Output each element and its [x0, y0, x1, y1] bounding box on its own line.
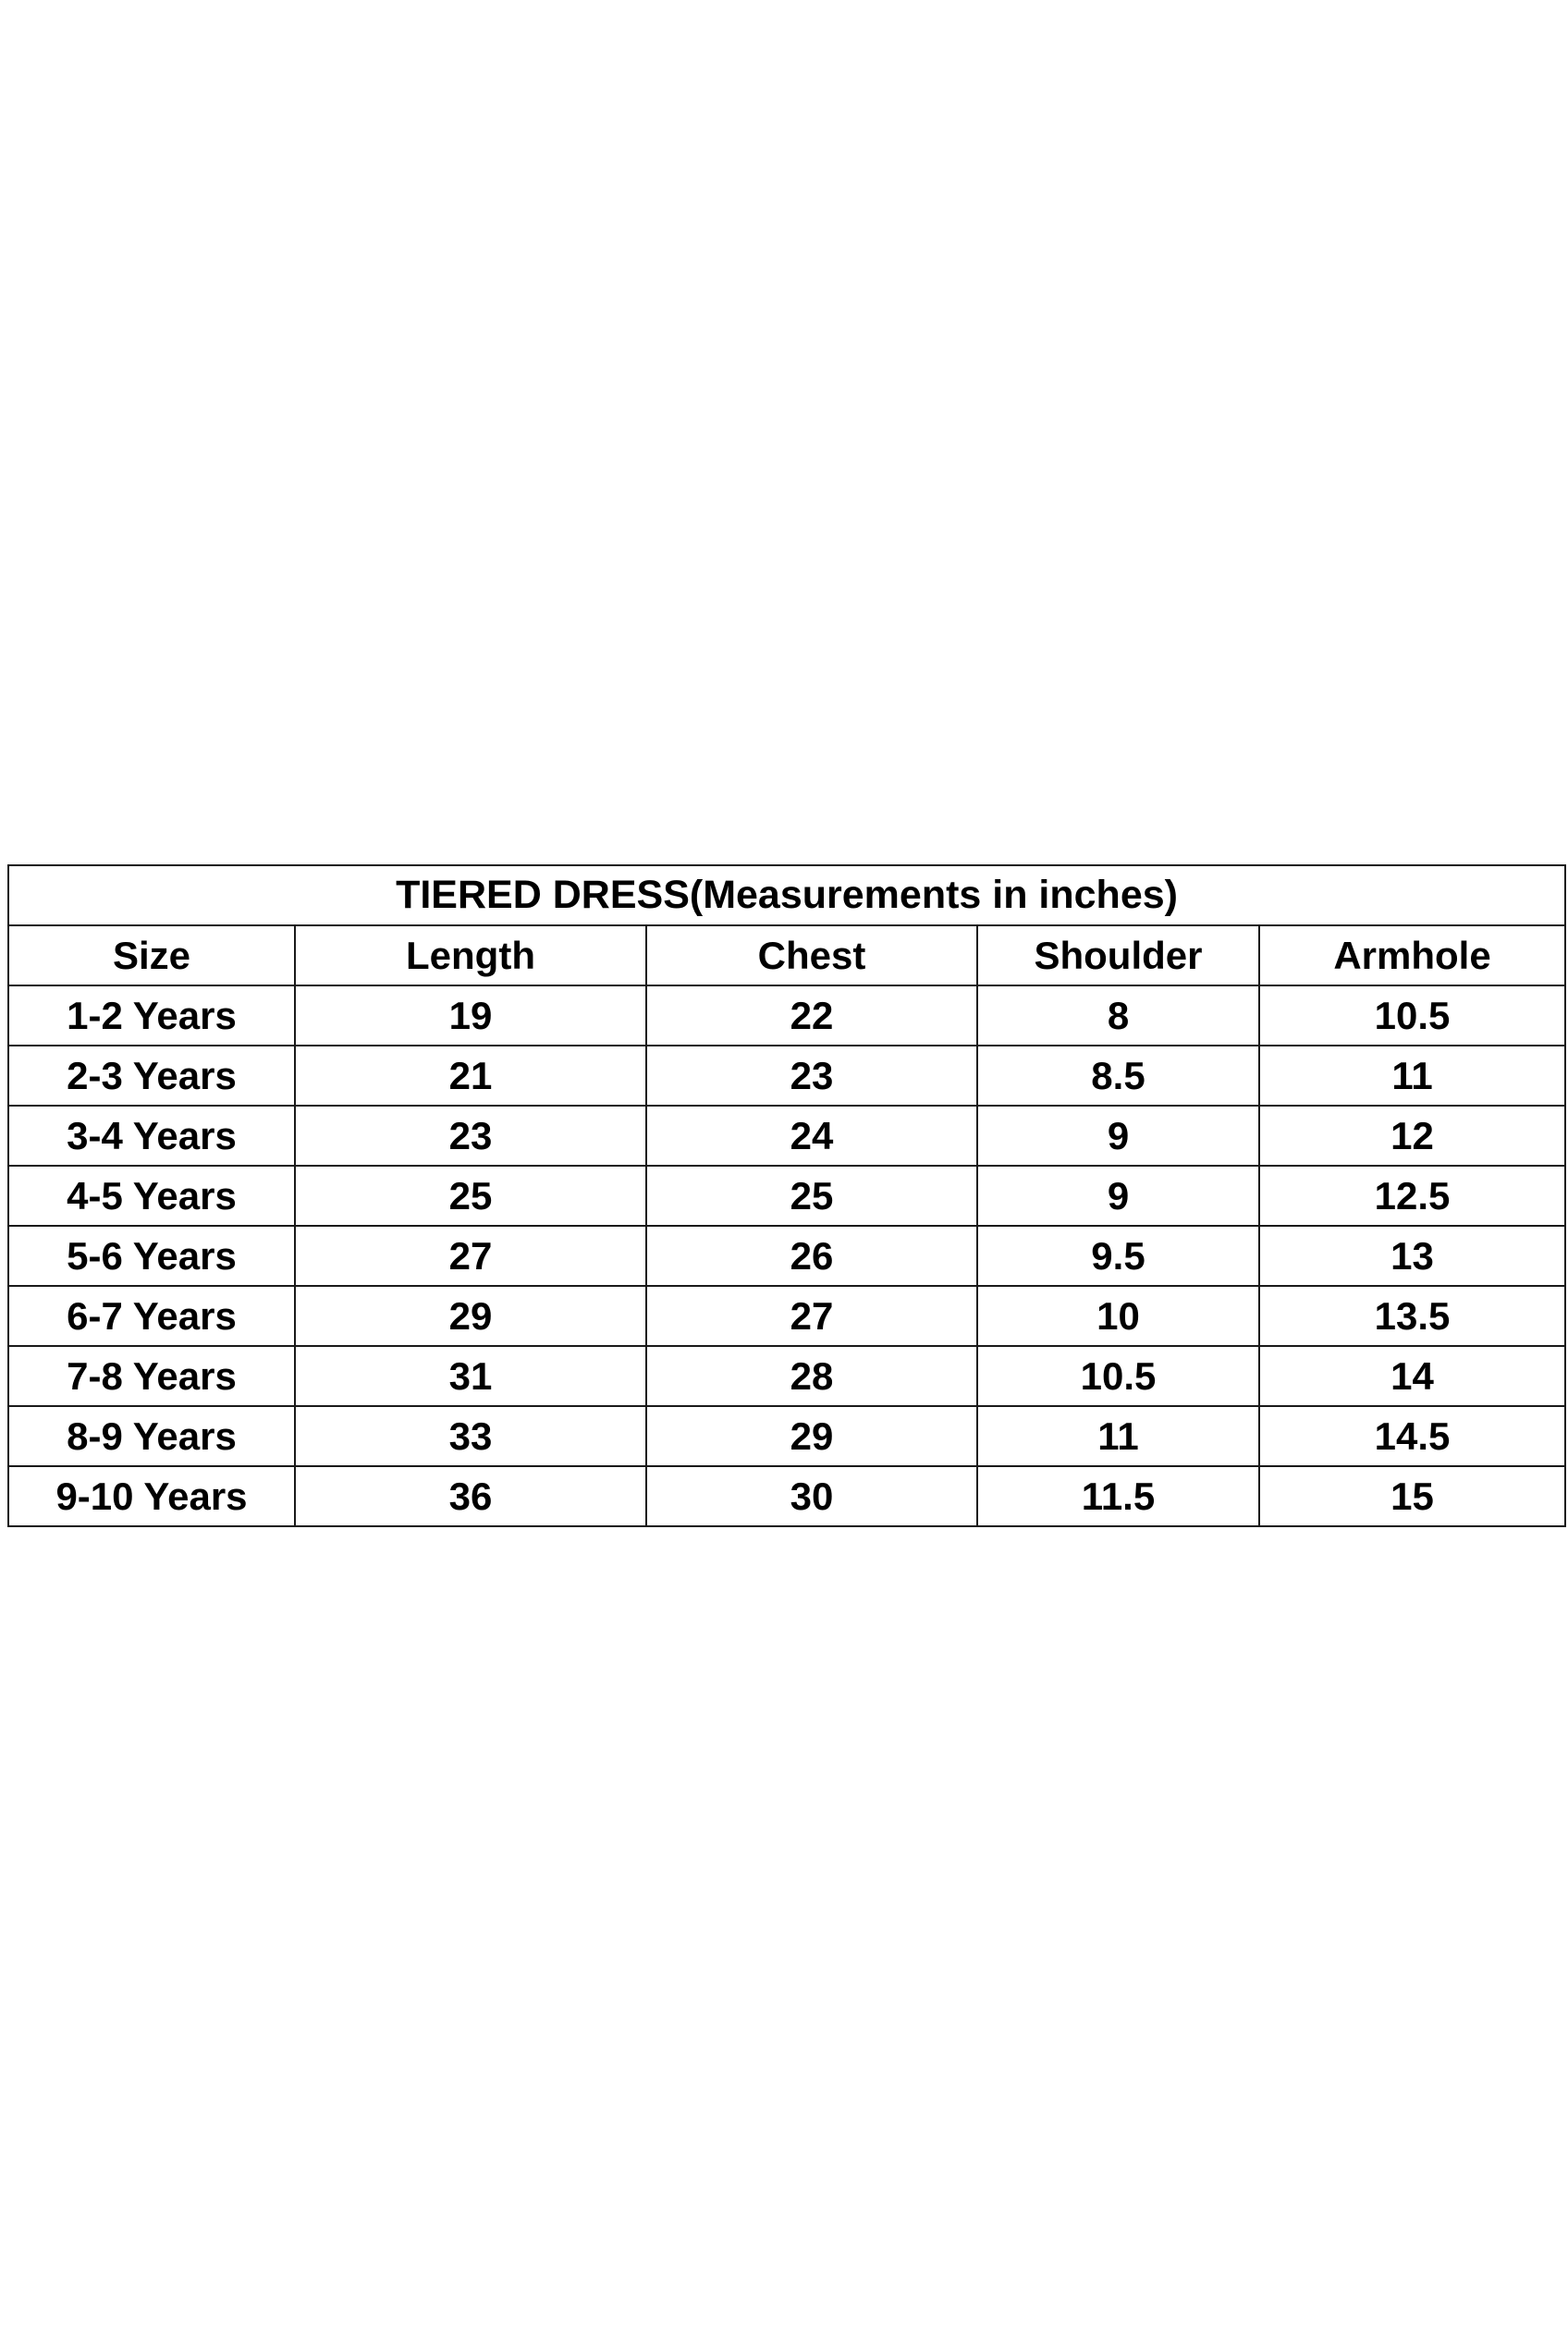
cell-size: 4-5 Years [8, 1166, 295, 1226]
cell-length: 19 [295, 985, 646, 1046]
cell-length: 23 [295, 1106, 646, 1166]
cell-armhole: 14 [1259, 1346, 1565, 1406]
header-shoulder: Shoulder [977, 925, 1259, 985]
cell-armhole: 10.5 [1259, 985, 1565, 1046]
table-row [8, 1466, 1565, 1526]
table-row [8, 1286, 1565, 1346]
header-armhole: Armhole [1259, 925, 1565, 985]
cell-shoulder: 10.5 [977, 1346, 1259, 1406]
cell-armhole: 12.5 [1259, 1166, 1565, 1226]
cell-armhole: 15 [1259, 1466, 1565, 1526]
cell-length: 21 [295, 1046, 646, 1106]
cell-chest: 25 [646, 1166, 977, 1226]
cell-size: 7-8 Years [8, 1346, 295, 1406]
cell-shoulder: 10 [977, 1286, 1259, 1346]
cell-size: 9-10 Years [8, 1466, 295, 1526]
table-row [8, 1406, 1565, 1466]
cell-shoulder: 9 [977, 1106, 1259, 1166]
cell-shoulder: 11 [977, 1406, 1259, 1466]
cell-chest: 24 [646, 1106, 977, 1166]
cell-size: 6-7 Years [8, 1286, 295, 1346]
cell-shoulder: 8 [977, 985, 1259, 1046]
cell-size: 8-9 Years [8, 1406, 295, 1466]
table-row [8, 1166, 1565, 1226]
cell-chest: 28 [646, 1346, 977, 1406]
cell-size: 1-2 Years [8, 985, 295, 1046]
header-size: Size [8, 925, 295, 985]
cell-chest: 29 [646, 1406, 977, 1466]
cell-armhole: 13 [1259, 1226, 1565, 1286]
header-length: Length [295, 925, 646, 985]
cell-armhole: 14.5 [1259, 1406, 1565, 1466]
table-title: TIERED DRESS(Measurements in inches) [8, 865, 1565, 925]
header-row [8, 925, 1565, 985]
cell-length: 31 [295, 1346, 646, 1406]
table-row [8, 1046, 1565, 1106]
cell-length: 25 [295, 1166, 646, 1226]
cell-size: 5-6 Years [8, 1226, 295, 1286]
cell-length: 29 [295, 1286, 646, 1346]
cell-armhole: 13.5 [1259, 1286, 1565, 1346]
cell-armhole: 11 [1259, 1046, 1565, 1106]
cell-chest: 23 [646, 1046, 977, 1106]
cell-armhole: 12 [1259, 1106, 1565, 1166]
cell-shoulder: 9.5 [977, 1226, 1259, 1286]
cell-shoulder: 11.5 [977, 1466, 1259, 1526]
table-row [8, 1346, 1565, 1406]
table-row [8, 1106, 1565, 1166]
cell-chest: 26 [646, 1226, 977, 1286]
cell-size: 2-3 Years [8, 1046, 295, 1106]
cell-size: 3-4 Years [8, 1106, 295, 1166]
cell-chest: 27 [646, 1286, 977, 1346]
cell-chest: 30 [646, 1466, 977, 1526]
cell-length: 33 [295, 1406, 646, 1466]
title-row [8, 865, 1565, 925]
cell-length: 27 [295, 1226, 646, 1286]
size-chart-table [7, 864, 1566, 1527]
cell-chest: 22 [646, 985, 977, 1046]
cell-shoulder: 9 [977, 1166, 1259, 1226]
cell-length: 36 [295, 1466, 646, 1526]
table-row [8, 1226, 1565, 1286]
table-row [8, 985, 1565, 1046]
cell-shoulder: 8.5 [977, 1046, 1259, 1106]
header-chest: Chest [646, 925, 977, 985]
